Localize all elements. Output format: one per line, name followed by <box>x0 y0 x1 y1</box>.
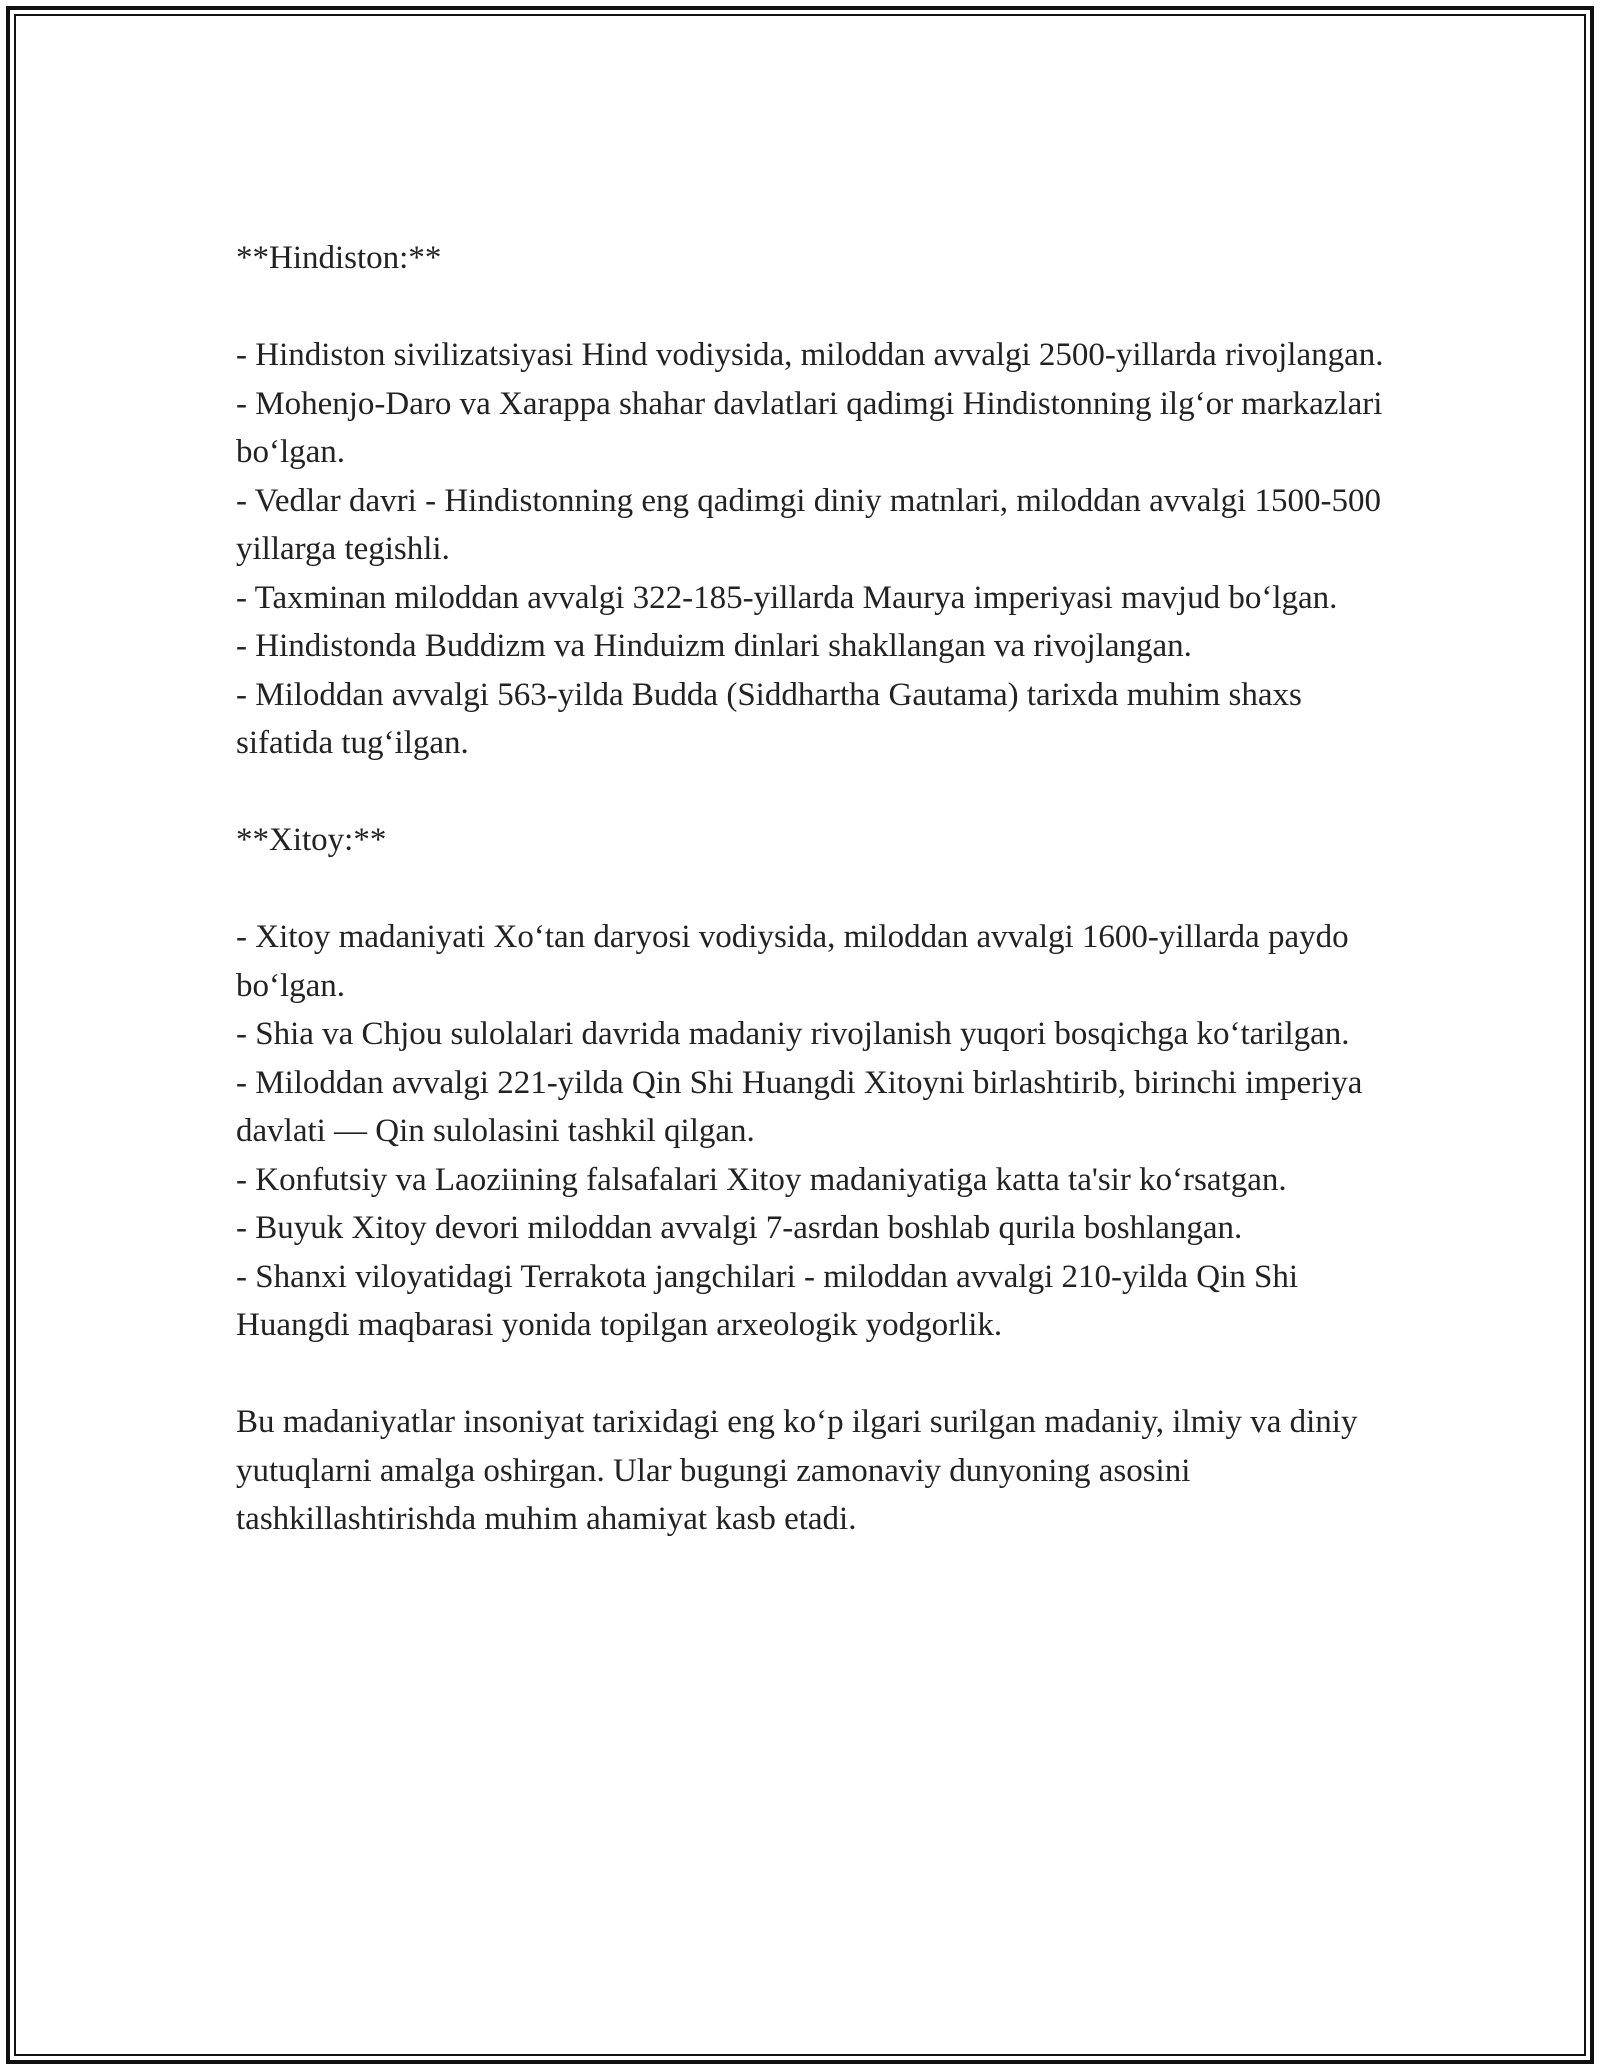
section-heading: **Hindiston:** <box>236 240 442 276</box>
list-item: - Miloddan avvalgi 563-yilda Budda (Siddhartha Gautama) tarixda muhim shaxs sifatida tug‘ilgan. <box>236 676 1302 761</box>
list-item: - Miloddan avvalgi 221-yilda Qin Shi Huangdi Xitoyni birlashtirib, birinchi imperiya davlati — Qin sulolasini tashkil qilgan. <box>236 1064 1363 1149</box>
conclusion-paragraph: Bu madaniyatlar insoniyat tarixidagi eng ko‘p ilgari surilgan madaniy, ilmiy va diniy yutuqlarni amalga oshirgan. Ular bugungi zamonaviy dunyoning asosini tashkillashtirishda muhim ahamiyat kasb etadi. <box>236 1404 1358 1537</box>
section-xitoy <box>236 816 1386 1350</box>
section-hindiston <box>236 234 1386 768</box>
list-item: - Taxminan miloddan avvalgi 322-185-yillarda Maurya imperiyasi mavjud bo‘lgan. <box>236 579 1338 616</box>
list-item: - Hindistonda Buddizm va Hinduizm dinlari shakllangan va rivojlangan. <box>236 628 1192 664</box>
document-body <box>236 234 1386 1544</box>
list-item: - Mohenjo-Daro va Xarappa shahar davlatlari qadimgi Hindistonning ilg‘or markazlari bo‘lgan. <box>236 385 1383 470</box>
list-item: - Konfutsiy va Laoziining falsafalari Xitoy madaniyatiga katta ta'sir ko‘rsatgan. <box>236 1161 1287 1198</box>
list-item: - Buyuk Xitoy devori miloddan avvalgi 7-asrdan boshlab qurila boshlangan. <box>236 1210 1243 1246</box>
list-item: - Xitoy madaniyati Xo‘tan daryosi vodiysida, miloddan avvalgi 1600-yillarda paydo bo‘lgan. <box>236 919 1349 1004</box>
list-item: - Hindiston sivilizatsiyasi Hind vodiysida, miloddan avvalgi 2500-yillarda rivojlangan. <box>236 337 1384 373</box>
list-item: - Shia va Chjou sulolalari davrida madaniy rivojlanish yuqori bosqichga ko‘tarilgan. <box>236 1016 1350 1052</box>
list-item: - Shanxi viloyatidagi Terrakota jangchilari - miloddan avvalgi 210-yilda Qin Shi Huangdi maqbarasi yonida topilgan arxeologik yodgorlik. <box>236 1258 1299 1343</box>
section-heading: **Xitoy:** <box>236 822 387 858</box>
list-item: - Vedlar davri - Hindistonning eng qadimgi diniy matnlari, miloddan avvalgi 1500-500 yillarga tegishli. <box>236 482 1382 567</box>
